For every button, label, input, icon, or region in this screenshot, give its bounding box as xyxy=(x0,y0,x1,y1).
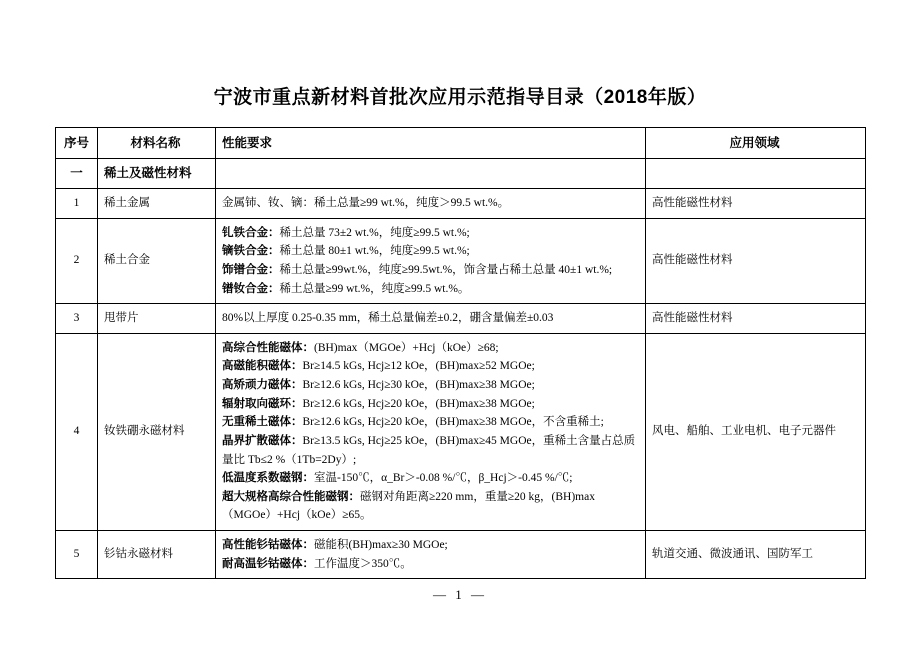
row-performance xyxy=(216,304,646,334)
table-row xyxy=(56,333,866,530)
header-cell-material-name: 材料名称 xyxy=(98,128,216,159)
performance-line: 辐射取向磁环：Br≥12.6 kGs, Hcj≥20 kOe，(BH)max≥38 MGOe; xyxy=(222,397,535,410)
row-number: 2 xyxy=(56,218,98,304)
performance-line: 80%以上厚度 0.25-0.35 mm，稀土总量偏差±0.2，硼含量偏差±0.03 xyxy=(222,312,554,325)
performance-line: 金属铈、钕、镝：稀土总量≥99 wt.%，纯度＞99.5 wt.%。 xyxy=(222,197,510,209)
performance-line: 超大规格高综合性能磁钢：磁钢对角距离≥220 mm，重量≥20 kg，(BH)max（MGOe）+Hcj（kOe）≥65。 xyxy=(222,490,595,522)
row-application: 高性能磁性材料 xyxy=(646,189,866,219)
performance-line: 钆铁合金：稀土总量 73±2 wt.%，纯度≥99.5 wt.%; xyxy=(222,226,470,239)
table-body xyxy=(56,159,866,579)
row-application: 风电、船舶、工业电机、电子元器件 xyxy=(646,333,866,530)
performance-line: 高磁能积磁体：Br≥14.5 kGs, Hcj≥12 kOe，(BH)max≥52 MGOe; xyxy=(222,360,535,373)
performance-line: 高性能钐钴磁体：磁能积(BH)max≥30 MGOe; xyxy=(222,539,448,551)
row-number: 5 xyxy=(56,531,98,579)
row-application: 高性能磁性材料 xyxy=(646,304,866,334)
page-title: 宁波市重点新材料首批次应用示范指导目录（2018年版） xyxy=(213,87,707,108)
performance-line: 高矫顽力磁体：Br≥12.6 kGs, Hcj≥30 kOe，(BH)max≥38 MGOe; xyxy=(222,379,535,391)
performance-line: 高综合性能磁体：(BH)max（MGOe）+Hcj（kOe）≥68; xyxy=(222,341,499,354)
row-performance xyxy=(216,333,646,530)
row-number: 3 xyxy=(56,304,98,334)
row-material-name: 甩带片 xyxy=(98,304,216,334)
row-application: 轨道交通、微波通讯、国防军工 xyxy=(646,531,866,579)
row-material-name: 钕铁硼永磁材料 xyxy=(98,333,216,530)
header-cell-application: 应用领域 xyxy=(646,128,866,159)
performance-line: 低温度系数磁钢：室温-150℃，α_Br＞-0.08 %/℃，β_Hcj＞-0.45 %/℃; xyxy=(222,472,573,485)
row-number: 4 xyxy=(56,333,98,530)
performance-line: 镨钕合金：稀土总量≥99 wt.%，纯度≥99.5 wt.%。 xyxy=(222,282,470,295)
section-application-empty xyxy=(646,159,866,189)
section-performance-empty xyxy=(216,159,646,189)
table-row xyxy=(56,218,866,304)
catalog-table xyxy=(55,127,866,579)
page-number: — 1 — xyxy=(433,587,487,602)
performance-line: 镝铁合金：稀土总量 80±1 wt.%，纯度≥99.5 wt.%; xyxy=(222,245,470,258)
row-performance xyxy=(216,189,646,219)
performance-line: 晶界扩散磁体：Br≥13.5 kGs, Hcj≥25 kOe，(BH)max≥45 MGOe，重稀土含量占总质量比 Tb≤2 %（1Tb=2Dy）; xyxy=(222,434,636,466)
table-section-row xyxy=(56,159,866,189)
performance-line: 耐高温钐钴磁体：工作温度＞350℃。 xyxy=(222,557,412,570)
row-performance xyxy=(216,218,646,304)
header-cell-no: 序号 xyxy=(56,128,98,159)
header-cell-performance: 性能要求 xyxy=(216,128,646,159)
section-number: 一 xyxy=(56,159,98,189)
row-performance xyxy=(216,531,646,579)
section-name: 稀土及磁性材料 xyxy=(98,159,216,189)
row-material-name: 稀土合金 xyxy=(98,218,216,304)
table-row xyxy=(56,531,866,579)
table-header xyxy=(56,128,866,159)
row-material-name: 稀土金属 xyxy=(98,189,216,219)
row-material-name: 钐钴永磁材料 xyxy=(98,531,216,579)
table-row xyxy=(56,304,866,334)
performance-line: 饰镨合金：稀土总量≥99wt.%，纯度≥99.5wt.%，饰含量占稀土总量 40±1 wt.%; xyxy=(222,263,613,276)
performance-line: 无重稀土磁体：Br≥12.6 kGs, Hcj≥20 kOe，(BH)max≥38 MGOe，不含重稀土; xyxy=(222,416,604,429)
table-header-row xyxy=(56,128,866,159)
row-number: 1 xyxy=(56,189,98,219)
row-application: 高性能磁性材料 xyxy=(646,218,866,304)
table-row xyxy=(56,189,866,219)
